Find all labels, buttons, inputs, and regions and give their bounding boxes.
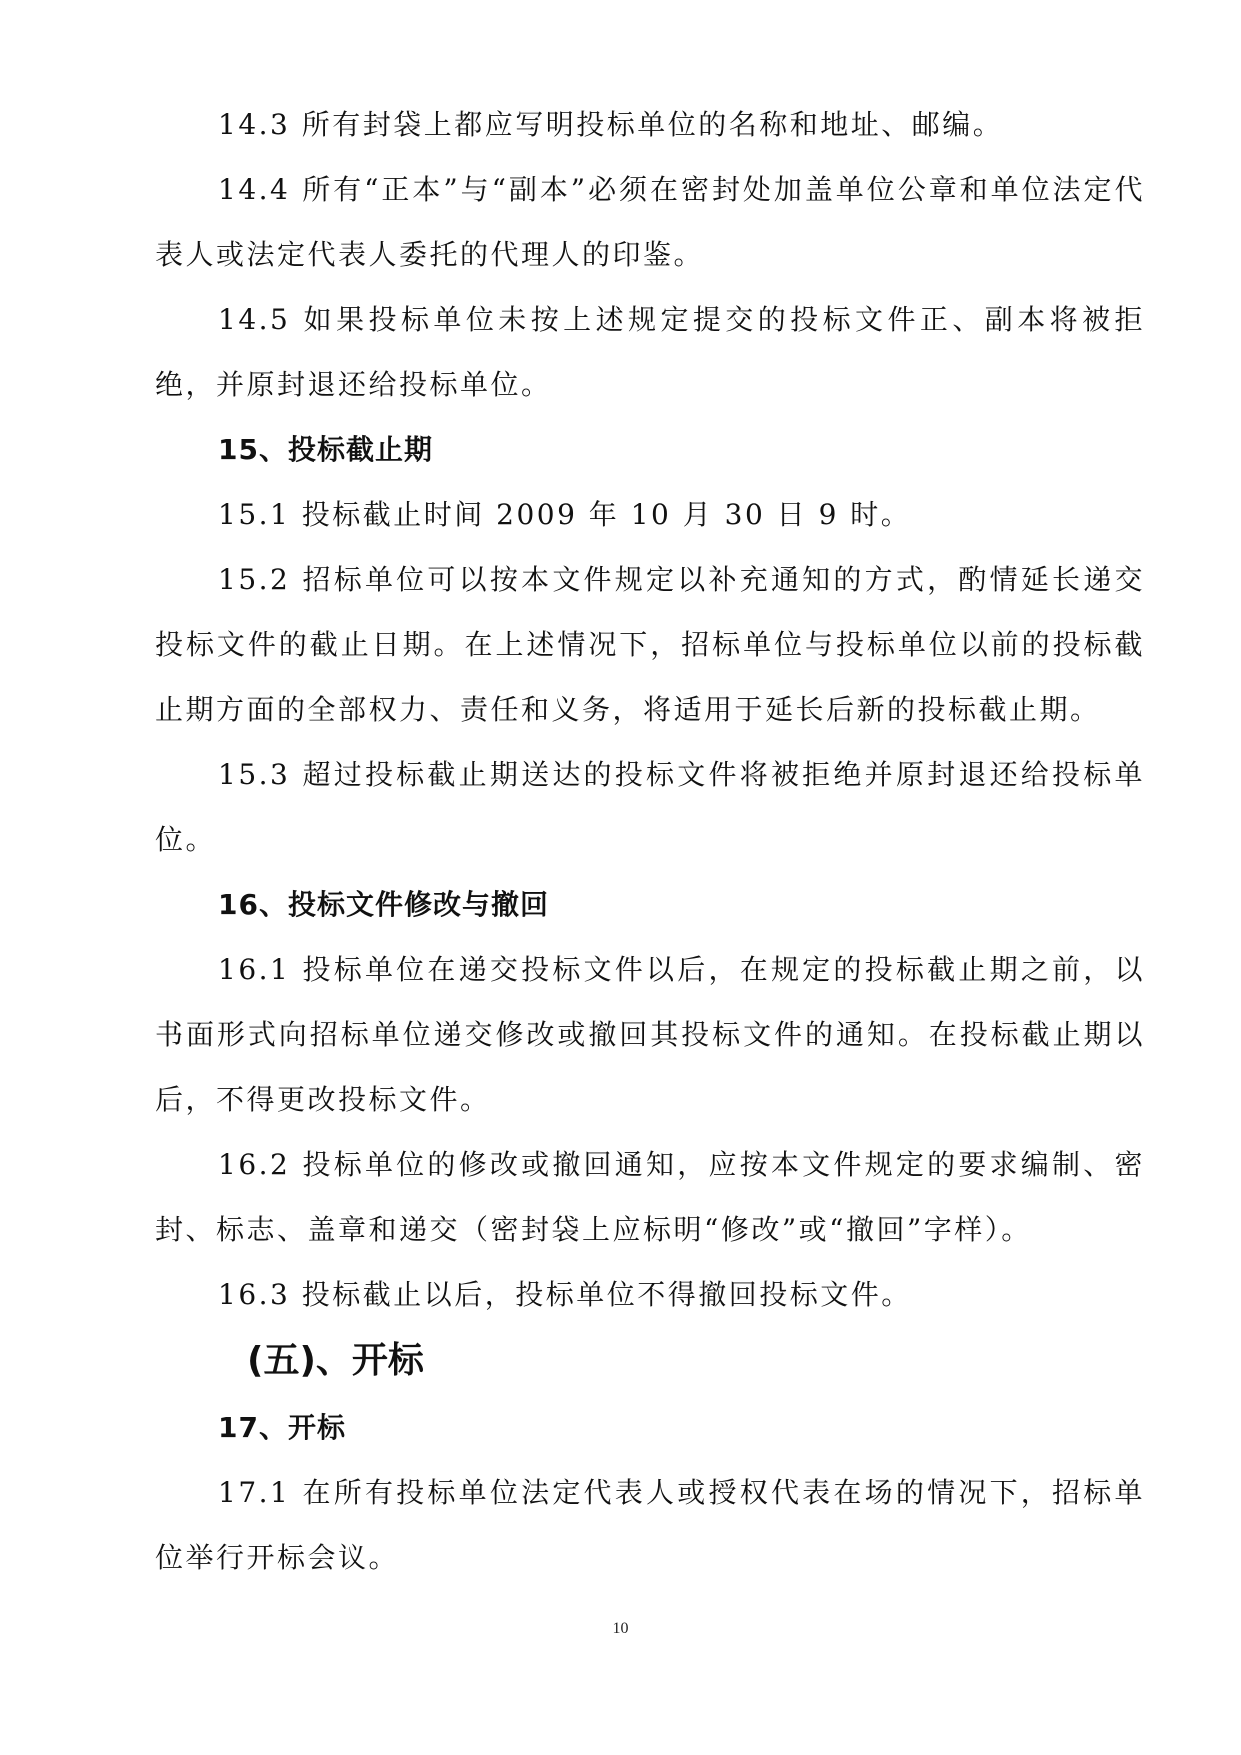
clause-16-3: 16.3 投标截止以后，投标单位不得撤回投标文件。: [218, 1278, 912, 1311]
clause-14-4: 14.4 所有“正本”与“副本”必须在密封处加盖单位公章和单位法定代表人或法定代表人委托的代理人的印鉴。: [155, 173, 1145, 271]
clause-15-2: 15.2 招标单位可以按本文件规定以补充通知的方式，酌情延长递交投标文件的截止日期。在上述情况下，招标单位与投标单位以前的投标截止期方面的全部权力、责任和义务，将适用于延长后新的投标截止期。: [155, 563, 1145, 726]
clause-16-1: 16.1 投标单位在递交投标文件以后，在规定的投标截止期之前，以书面形式向招标单位递交修改或撤回其投标文件的通知。在投标截止期以后，不得更改投标文件。: [155, 953, 1145, 1116]
heading-16: 16、投标文件修改与撤回: [218, 888, 549, 921]
page-number: 10: [612, 1620, 629, 1637]
clause-17-1: 17.1 在所有投标单位法定代表人或授权代表在场的情况下，招标单位举行开标会议。: [155, 1476, 1145, 1574]
clause-14-5: 14.5 如果投标单位未按上述规定提交的投标文件正、副本将被拒绝，并原封退还给投标单位。: [155, 303, 1145, 401]
document-body: [155, 92, 1145, 1590]
clause-15-1: 15.1 投标截止时间 2009 年 10 月 30 日 9 时。: [218, 498, 912, 531]
clause-15-3: 15.3 超过投标截止期送达的投标文件将被拒绝并原封退还给投标单位。: [155, 758, 1145, 856]
clause-14-3: 14.3 所有封袋上都应写明投标单位的名称和地址、邮编。: [218, 108, 1004, 141]
section-title-5: (五)、开标: [247, 1340, 424, 1381]
clause-16-2: 16.2 投标单位的修改或撤回通知，应按本文件规定的要求编制、密封、标志、盖章和递交（密封袋上应标明“修改”或“撤回”字样）。: [155, 1148, 1145, 1246]
heading-17: 17、开标: [218, 1411, 346, 1444]
heading-15: 15、投标截止期: [218, 433, 433, 466]
